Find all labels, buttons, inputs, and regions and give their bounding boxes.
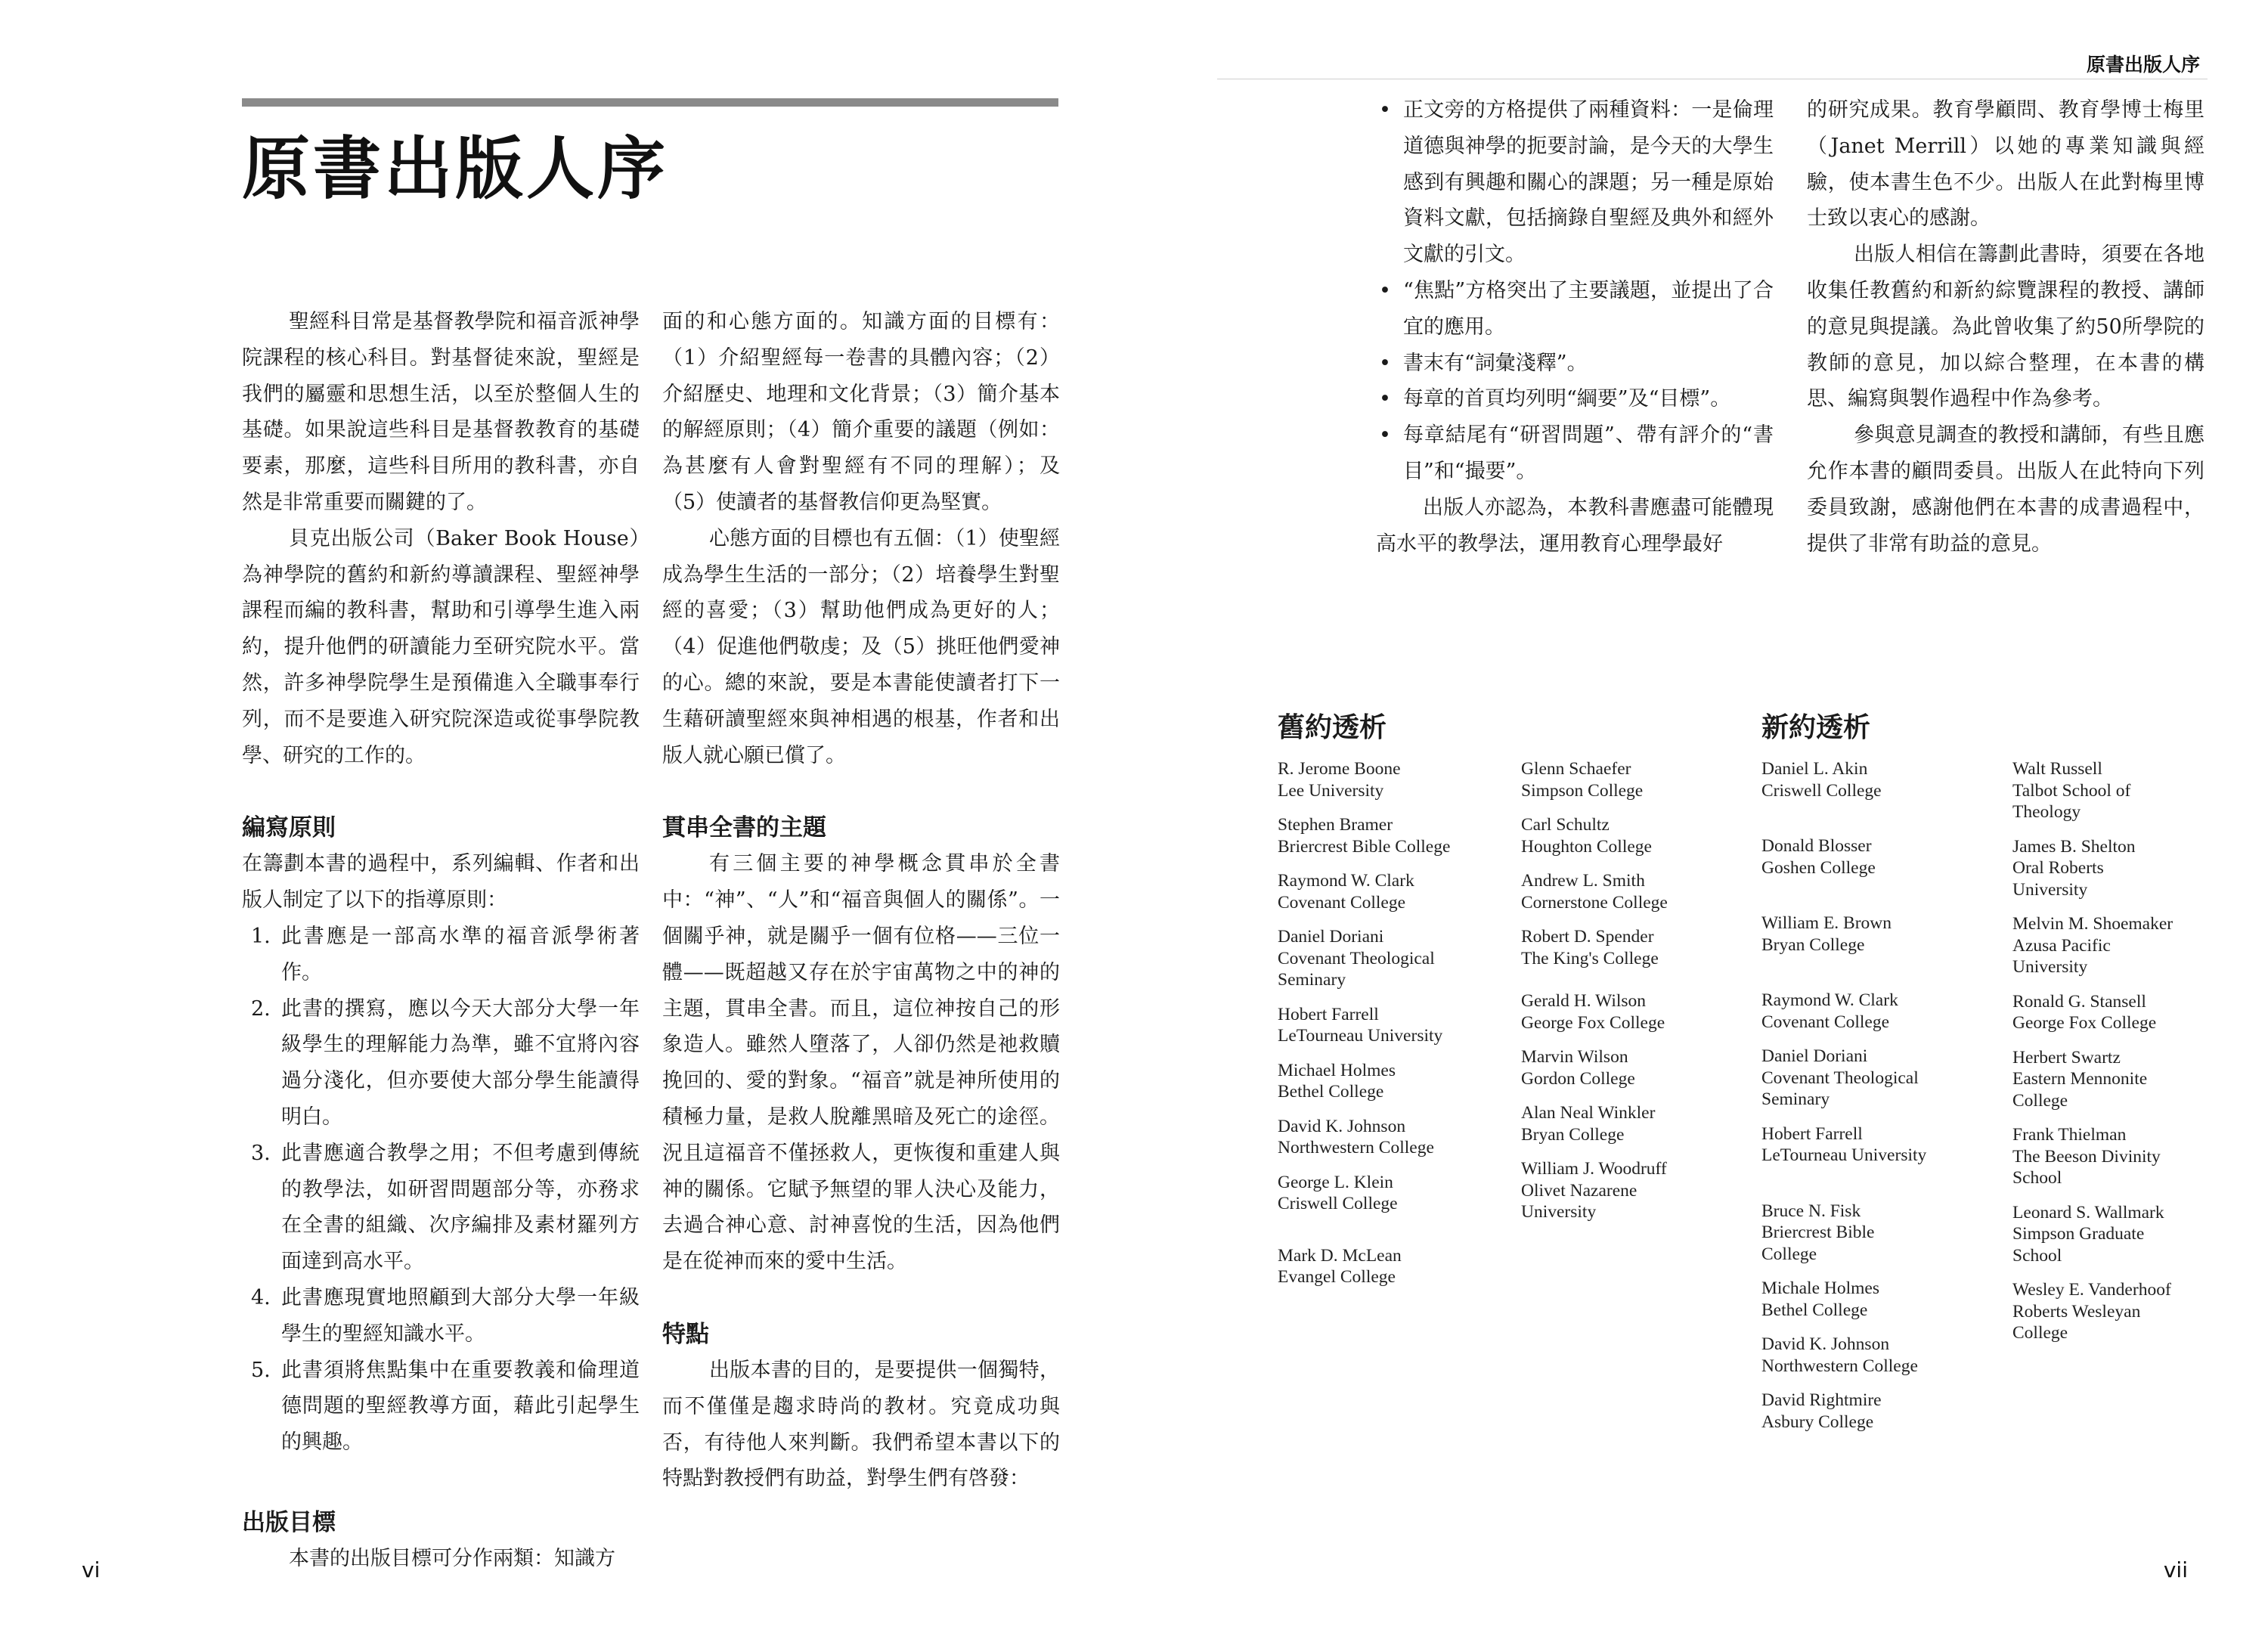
paragraph: 面的和心態方面的。知識方面的目標有：（1）介紹聖經每一卷書的具體內容；（2）介紹歷史、地理和文化背景；（3）簡介基本的解經原則；（4）簡介重要的議題（例如：為甚麼有人會對聖經有不同的理解）；及（5）使讀者的基督教信仰更為堅實。 bbox=[662, 310, 1060, 514]
ot-advisors-col-a bbox=[1278, 758, 1450, 1301]
advisor-entry: Carl Schultz Houghton College bbox=[1521, 815, 1652, 857]
advisor-entry: Raymond W. Clark Covenant College bbox=[1278, 871, 1414, 913]
list-item: • 正文旁的方格提供了兩種資料：一是倫理道德與神學的扼要討論，是今天的大學生感到有興趣和關心的課題；另一種是原始資料文獻，包括摘錄自聖經及典外和經外文獻的引文。 bbox=[1376, 92, 1774, 273]
advisor-entry: Glenn Schaefer Simpson College bbox=[1521, 759, 1644, 801]
principles-list bbox=[242, 919, 640, 1461]
advisor-entry: Donald Blosser Goshen College bbox=[1761, 836, 1876, 878]
column-4 bbox=[1807, 92, 2204, 562]
advisor-entry: Alan Neal Winkler Bryan College bbox=[1521, 1103, 1656, 1145]
advisor-entry: David K. Johnson Northwestern College bbox=[1761, 1334, 1918, 1376]
advisor-entry: Raymond W. Clark Covenant College bbox=[1761, 990, 1898, 1032]
advisor-entry: Ronald G. Stansell George Fox College bbox=[2012, 991, 2157, 1033]
section-heading-goals: 出版目標 bbox=[242, 1508, 336, 1536]
nt-advisors-col-a bbox=[1761, 758, 1926, 1446]
paragraph: 聖經科目常是基督教學院和福音派神學院課程的核心科目。對基督徒來說，聖經是我們的屬靈和思想生活，以至於整個人生的基礎。如果說這些科目是基督教教育的基礎要素，那麼，這些科目所用的教科書，亦自然是非常重要而關鍵的了。 bbox=[242, 310, 640, 514]
advisor-entry: Daniel Doriani Covenant Theological Seminary bbox=[1278, 927, 1435, 990]
paragraph: 貝克出版公司（Baker Book House）為神學院的舊約和新約導讀課程、聖經神學課程而編的教科書，幫助和引導學生進入兩約，提升他們的研讀能力至研究院水平。當然，許多神學院學生是預備進入全職事奉行列，而不是要進入研究院深造或從事學院教學、研究的工作的。 bbox=[242, 526, 640, 767]
paragraph: 的研究成果。教育學顧問、教育學博士梅里（Janet Merrill）以她的專業知識與經驗，使本書生色不少。出版人在此對梅里博士致以衷心的感謝。 bbox=[1807, 98, 2204, 231]
advisor-entry: R. Jerome Boone Lee University bbox=[1278, 759, 1401, 801]
advisor-entry: Marvin Wilson Gordon College bbox=[1521, 1047, 1635, 1089]
paragraph: 在籌劃本書的過程中，系列編輯、作者和出版人制定了以下的指導原則： bbox=[242, 852, 640, 913]
list-item: • 書末有“詞彙淺釋”。 bbox=[1376, 346, 1774, 382]
advisor-entry: Gerald H. Wilson George Fox College bbox=[1521, 991, 1665, 1033]
advisor-entry: James B. Shelton Oral Roberts University bbox=[2012, 836, 2136, 900]
advisor-entry: Michale Holmes Bethel College bbox=[1761, 1278, 1879, 1320]
advisor-entry: Wesley E. Vanderhoof Roberts Wesleyan College bbox=[2012, 1280, 2171, 1343]
paragraph: 參與意見調查的教授和講師，有些且應允作本書的顧問委員。出版人在此特向下列委員致謝，感謝他們在本書的成書過程中，提供了非常有助益的意見。 bbox=[1807, 423, 2204, 556]
advisor-entry: Hobert Farrell LeTourneau University bbox=[1278, 1004, 1443, 1046]
nt-advisors-heading: 新約透析 bbox=[1761, 711, 1871, 743]
paragraph: 出版人相信在籌劃此書時，須要在各地收集任教舊約和新約綜覽課程的教授、講師的意見與提議。為此曾收集了約50所學院的教師的意見，加以綜合整理，在本書的構思、編寫與製作過程中作為參考。 bbox=[1807, 243, 2204, 411]
title-rule bbox=[242, 98, 1058, 107]
list-item: 5. 此書須將焦點集中在重要教義和倫理道德問題的聖經教導方面，藉此引起學生的興趣。 bbox=[251, 1358, 640, 1455]
advisor-entry: Daniel Doriani Covenant Theological Seminary bbox=[1761, 1046, 1919, 1109]
advisor-entry: William J. Woodruff Olivet Nazarene University bbox=[1521, 1159, 1667, 1222]
ot-advisors-heading: 舊約透析 bbox=[1278, 711, 1387, 743]
advisor-entry: Hobert Farrell LeTourneau University bbox=[1761, 1123, 1927, 1165]
page-number-right: vii bbox=[2163, 1557, 2188, 1582]
paragraph: 心態方面的目標也有五個：（1）使聖經成為學生生活的一部分；（2）培養學生對聖經的喜愛；（3）幫助他們成為更好的人；（4）促進他們敬虔；及（5）挑旺他們愛神的心。總的來說，要是本書能使讀者打下一生藉研讀聖經來與神相遇的根基，作者和出版人就心願已償了。 bbox=[662, 526, 1060, 767]
list-item: • 每章結尾有“研習問題”、帶有評介的“書目”和“撮要”。 bbox=[1376, 417, 1774, 490]
column-2 bbox=[662, 304, 1060, 1497]
column-1 bbox=[242, 304, 640, 1577]
paragraph: 有三個主要的神學概念貫串於全書中：“神”、“人”和“福音與個人的關係”。一個關乎神，就是關乎一個有位格——三位一體——既超越又存在於宇宙萬物之中的神的主題，貫串全書。而且，這位神按自己的形象造人。雖然人墮落了，人卻仍然是祂救贖挽回的、愛的對象。“福音”就是神所使用的積極力量，是救人脫離黑暗及死亡的途徑。況且這福音不僅拯救人，更恢復和重建人與神的關係。它賦予無望的罪人決心及能力，去過合神心意、討神喜悅的生活，因為他們是在從神而來的愛中生活。 bbox=[662, 852, 1060, 1274]
advisor-entry: George L. Klein Criswell College bbox=[1278, 1172, 1398, 1213]
section-heading-principles: 編寫原則 bbox=[242, 814, 336, 842]
list-item: • 每章的首頁均列明“綱要”及“目標”。 bbox=[1376, 381, 1774, 417]
advisor-entry: Walt Russell Talbot School of Theology bbox=[2012, 759, 2131, 822]
section-heading-features: 特點 bbox=[662, 1320, 709, 1348]
column-3 bbox=[1376, 92, 1774, 562]
advisor-entry: Melvin M. Shoemaker Azusa Pacific University bbox=[2012, 914, 2174, 977]
advisor-entry: Herbert Swartz Eastern Mennonite College bbox=[2012, 1047, 2148, 1111]
advisor-entry: David Rightmire Asbury College bbox=[1761, 1390, 1882, 1432]
paragraph: 出版人亦認為，本教科書應盡可能體現高水平的教學法，運用教育心理學最好 bbox=[1376, 495, 1774, 556]
advisor-entry: Bruce N. Fisk Briercrest Bible College bbox=[1761, 1201, 1875, 1264]
paragraph: 本書的出版目標可分作兩類：知識方 bbox=[289, 1546, 615, 1570]
advisor-entry: William E. Brown Bryan College bbox=[1761, 913, 1892, 955]
nt-advisors-col-b bbox=[2012, 758, 2173, 1357]
ot-advisors-col-b bbox=[1521, 758, 1668, 1236]
advisor-entry: Leonard S. Wallmark Simpson Graduate School bbox=[2012, 1202, 2164, 1266]
paragraph: 出版本書的目的，是要提供一個獨特，而不僅僅是趨求時尚的教材。究竟成功與否，有待他人來判斷。我們希望本書以下的特點對教授們有助益，對學生們有啓發： bbox=[662, 1358, 1060, 1491]
list-item: • “焦點”方格突出了主要議題，並提出了合宜的應用。 bbox=[1376, 273, 1774, 346]
page-title: 原書出版人序 bbox=[242, 129, 668, 209]
advisor-entry: Robert D. Spender The King's College bbox=[1521, 927, 1659, 968]
advisor-entry: Daniel L. Akin Criswell College bbox=[1761, 759, 1882, 801]
list-item: 2. 此書的撰寫，應以今天大部分大學一年級學生的理解能力為準，雖不宜將內容過分淺化，但亦要使大部分學生能讀得明白。 bbox=[251, 996, 640, 1129]
list-item: 4. 此書應現實地照顧到大部分大學一年級學生的聖經知識水平。 bbox=[251, 1285, 640, 1346]
advisor-entry: Mark D. McLean Evangel College bbox=[1278, 1245, 1402, 1287]
advisor-entry: David K. Johnson Northwestern College bbox=[1278, 1116, 1434, 1157]
section-heading-themes: 貫串全書的主題 bbox=[662, 814, 826, 842]
features-list bbox=[1376, 92, 1774, 490]
advisor-entry: Andrew L. Smith Cornerstone College bbox=[1521, 871, 1668, 913]
advisor-entry: Stephen Bramer Briercrest Bible College bbox=[1278, 815, 1451, 857]
running-head: 原書出版人序 bbox=[2086, 54, 2200, 76]
advisor-entry: Michael Holmes Bethel College bbox=[1278, 1060, 1396, 1102]
page-number-left: vi bbox=[82, 1557, 101, 1582]
list-item: 3. 此書應適合教學之用；不但考慮到傳統的教學法，如研習問題部分等，亦務求在全書的組織、次序編排及素材羅列方面達到高水平。 bbox=[251, 1141, 640, 1274]
list-item: 1. 此書應是一部高水準的福音派學術著作。 bbox=[251, 924, 640, 984]
advisor-entry: Frank Thielman The Beeson Divinity School bbox=[2012, 1125, 2161, 1188]
